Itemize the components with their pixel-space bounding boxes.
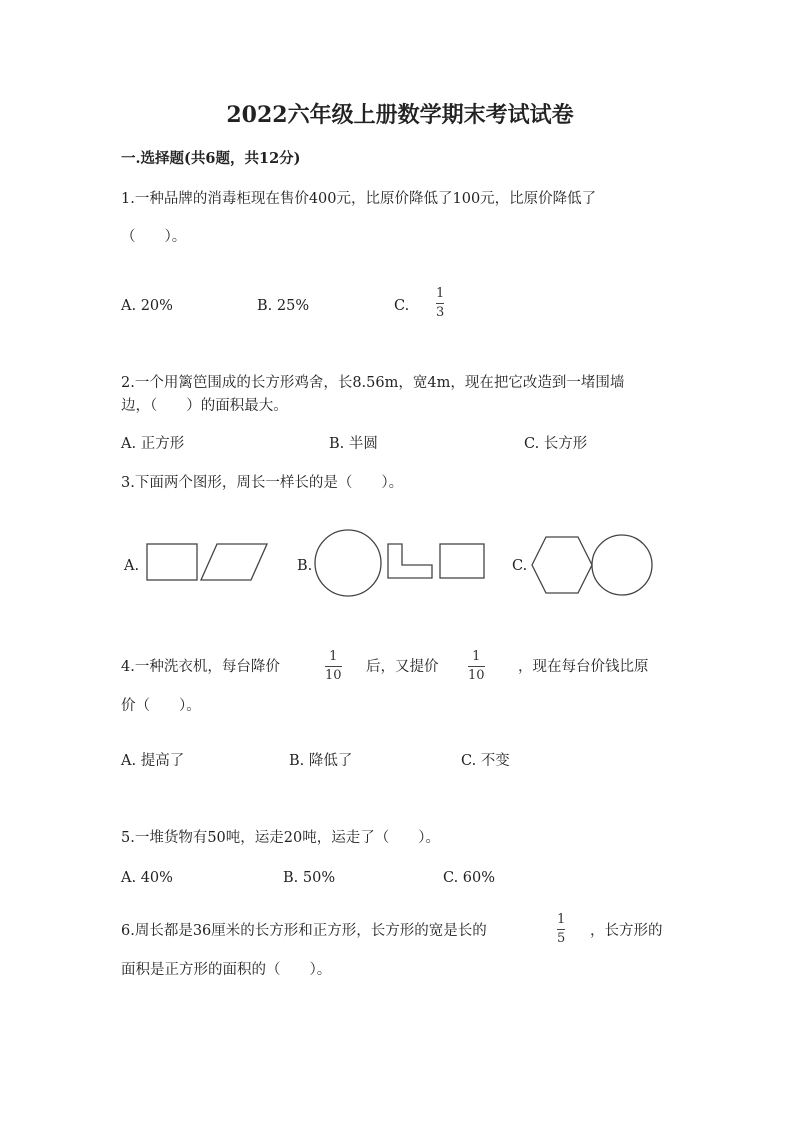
fraction-denominator: 10 — [468, 668, 485, 683]
fraction — [436, 287, 444, 320]
page-title: 2022六年级上册数学期末考试试卷 — [226, 102, 574, 128]
question-text: 5.一堆货物有50吨，运走20吨，运走了（ ）。 — [121, 830, 440, 846]
fraction-numerator: 1 — [557, 912, 566, 927]
fraction-bar — [557, 929, 565, 930]
option-a[interactable]: A. 20% — [121, 298, 173, 314]
option-a[interactable]: A. 正方形 — [121, 436, 185, 452]
section-heading: 一.选择题(共6题，共12分) — [121, 150, 301, 167]
question-text: ，现在每台价钱比原 — [518, 659, 649, 675]
hexagon-shape — [532, 537, 592, 593]
fraction-denominator: 5 — [557, 931, 566, 946]
question-text: 后，又提价 — [366, 659, 439, 675]
option-b[interactable]: B. — [297, 558, 313, 574]
question-text: 4.一种洗衣机，每台降价 — [121, 659, 280, 675]
question-text: （ ）。 — [121, 229, 187, 245]
option-c[interactable]: C. 60% — [443, 870, 496, 886]
question-text: 6.周长都是36厘米的长方形和正方形，长方形的宽是长的 — [121, 923, 487, 939]
fraction-numerator: 1 — [436, 286, 445, 301]
question-text: ，长方形的 — [590, 923, 663, 939]
fraction-bar — [436, 303, 444, 304]
option-c[interactable]: C. 不变 — [461, 753, 510, 769]
rectangle-shape — [440, 544, 484, 578]
option-a[interactable]: A. — [124, 558, 140, 574]
fraction-bar — [468, 666, 485, 667]
parallelogram-shape — [201, 544, 267, 580]
fraction-bar — [325, 666, 342, 667]
fraction-numerator: 1 — [329, 649, 338, 664]
fraction-denominator: 10 — [325, 668, 342, 683]
l-shape — [388, 544, 432, 578]
fraction-numerator: 1 — [472, 649, 481, 664]
square-and-parallelogram-figure — [145, 542, 275, 586]
question-text: 边，（ ）的面积最大。 — [121, 398, 288, 414]
square-shape — [147, 544, 197, 580]
option-b[interactable]: B. 50% — [283, 870, 336, 886]
question-text: 3.下面两个图形，周长一样长的是（ ）。 — [121, 475, 404, 491]
circle-shape — [315, 530, 381, 596]
option-b[interactable]: B. 降低了 — [289, 753, 353, 769]
fraction — [557, 913, 565, 946]
fraction — [325, 650, 342, 683]
hexagon-and-circle-figure — [531, 534, 656, 596]
option-a[interactable]: A. 40% — [121, 870, 173, 886]
option-b[interactable]: B. 半圆 — [329, 436, 378, 452]
option-a[interactable]: A. 提高了 — [121, 753, 185, 769]
question-text: 面积是正方形的面积的（ ）。 — [121, 962, 332, 978]
question-text: 2.一个用篱笆围成的长方形鸡舍，长8.56m，宽4m，现在把它改造到一堵围墙 — [121, 375, 625, 391]
option-b[interactable]: B. 25% — [257, 298, 310, 314]
option-c[interactable]: C. — [394, 298, 410, 314]
question-text: 价（ ）。 — [121, 698, 201, 714]
option-c[interactable]: C. — [512, 558, 528, 574]
circle-lshape-rectangle-figure — [314, 529, 489, 601]
question-text: 1.一种品牌的消毒柜现在售价400元，比原价降低了100元，比原价降低了 — [121, 191, 597, 207]
circle-shape — [592, 535, 652, 595]
fraction — [468, 650, 485, 683]
option-c[interactable]: C. 长方形 — [524, 436, 588, 452]
fraction-denominator: 3 — [436, 305, 445, 320]
